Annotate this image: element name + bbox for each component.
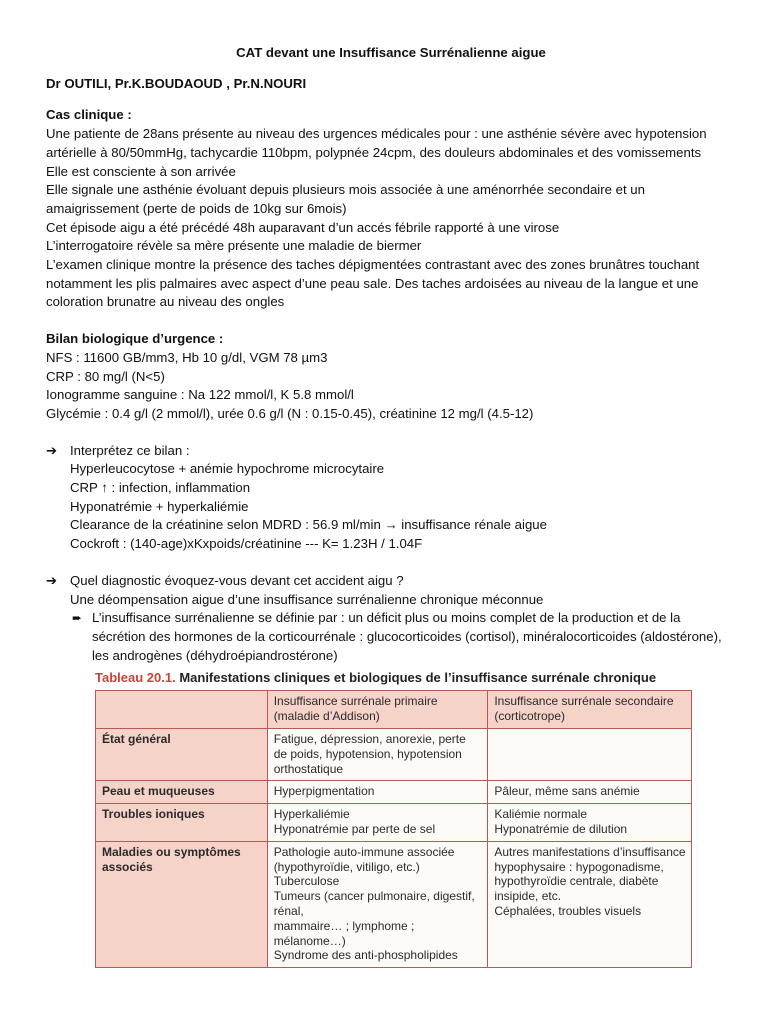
cell-secondary: Pâleur, même sans anémie bbox=[488, 781, 692, 804]
pointing-arrow-icon: ➨ bbox=[72, 611, 83, 626]
answer-text: Une déompensation aigue d’une insuffisance surrénalienne chronique méconnue bbox=[70, 591, 544, 607]
case-line: L’interrogatoire révèle sa mère présente une maladie de biermer bbox=[46, 238, 422, 254]
cell-secondary: Kaliémie normale Hyponatrémie de dilution bbox=[488, 804, 692, 842]
bullet-line: les androgènes (déhydroépiandrostérone) bbox=[92, 647, 338, 663]
case-line: Elle est consciente à son arrivée bbox=[46, 163, 236, 179]
row-label: Troubles ioniques bbox=[96, 804, 268, 842]
cell-secondary: Autres manifestations d’insuffisance hypophysaire : hypogonadisme, hypothyroïdie centrale, diabète insipide, etc. Céphalées, troubles visuels bbox=[488, 841, 692, 967]
arrow-right-icon: ➔ bbox=[46, 442, 58, 458]
case-line: L’examen clinique montre la présence des taches dépigmentées contrastant avec des zones brunâtres touchant bbox=[46, 257, 700, 273]
table-header-row bbox=[96, 691, 692, 729]
bilan-line: CRP : 80 mg/l (N<5) bbox=[46, 368, 165, 384]
answer-line: Cockroft : (140-age)xKxpoids/créatinine --- K= 1.23H / 1.04F bbox=[70, 536, 423, 552]
question-diagnostic bbox=[46, 572, 736, 609]
bilan-line: NFS : 11600 GB/mm3, Hb 10 g/dl, VGM 78 µm3 bbox=[46, 349, 328, 365]
cell-secondary bbox=[488, 728, 692, 780]
manifestations-table bbox=[95, 690, 692, 968]
row-label: Peau et muqueuses bbox=[96, 781, 268, 804]
question-text: Interprétez ce bilan : bbox=[70, 442, 190, 458]
cell-primary: Hyperkaliémie Hyponatrémie par perte de sel bbox=[267, 804, 488, 842]
case-line: artérielle à 80/50mmHg, tachycardie 110bpm, polypnée 24cpm, des douleurs abdominales et des vomissements bbox=[46, 144, 702, 160]
case-heading: Cas clinique : bbox=[46, 107, 132, 123]
answer-line: Hyperleucocytose + anémie hypochrome microcytaire bbox=[70, 461, 385, 477]
bullet-line: L’insuffisance surrénalienne se définie par : un déficit plus ou moins complet de la production et de la bbox=[92, 610, 681, 626]
table-number: Tableau 20.1. bbox=[95, 670, 176, 686]
answer-line: CRP ↑ : infection, inflammation bbox=[70, 480, 251, 496]
arrow-right-icon: ➔ bbox=[46, 572, 58, 588]
question-text: Quel diagnostic évoquez-vous devant cet accident aigu ? bbox=[70, 572, 404, 588]
bullet-line: sécrétion des hormones de la corticourrénale : glucocorticoides (cortisol), minéralocorticoides (aldostérone), bbox=[92, 628, 722, 644]
case-line: notamment les plis palmaires avec aspect d’une peau sale. Des taches ardoisées au niveau de la langue et une bbox=[46, 275, 699, 291]
case-section bbox=[46, 106, 736, 312]
table-row bbox=[96, 804, 692, 842]
answer-line: Clearance de la créatinine selon MDRD : 56.9 ml/min → insuffisance rénale aigue bbox=[70, 517, 547, 533]
table-caption bbox=[95, 669, 692, 686]
document-page bbox=[46, 44, 736, 968]
answer-line: Hyponatrémie + hyperkaliémie bbox=[70, 498, 249, 514]
bilan-section bbox=[46, 330, 736, 424]
cell-primary: Hyperpigmentation bbox=[267, 781, 488, 804]
cell-primary: Pathologie auto-immune associée (hypothyroïdie, vitiligo, etc.) Tuberculose Tumeurs (cancer pulmonaire, digestif, rénal, mammaire… ; lymphome ; mélanome…) Syndrome des anti-phospholipides bbox=[267, 841, 488, 967]
document-authors: Dr OUTILI, Pr.K.BOUDAOUD , Pr.N.NOURI bbox=[46, 75, 307, 91]
case-line: Une patiente de 28ans présente au niveau des urgences médicales pour : une asthénie sévère avec hypotension bbox=[46, 126, 707, 142]
question-interpretation bbox=[46, 442, 736, 554]
row-label: Maladies ou symptômes associés bbox=[96, 841, 268, 967]
table-figure bbox=[95, 669, 692, 968]
document-title: CAT devant une Insuffisance Surrénalienne aigue bbox=[236, 45, 546, 60]
table-row bbox=[96, 841, 692, 967]
header-secondary: Insuffisance surrénale secondaire (corticotrope) bbox=[488, 691, 692, 729]
definition-bullet bbox=[46, 609, 736, 665]
table-row bbox=[96, 728, 692, 780]
header-empty-cell bbox=[96, 691, 268, 729]
case-line: coloration brunatre au niveau des ongles bbox=[46, 294, 285, 310]
table-title: Manifestations cliniques et biologiques de l’insuffisance surrénale chronique bbox=[179, 670, 657, 686]
bilan-heading: Bilan biologique d’urgence : bbox=[46, 331, 224, 347]
cell-primary: Fatigue, dépression, anorexie, perte de poids, hypotension, hypotension orthostatique bbox=[267, 728, 488, 780]
bilan-line: Glycémie : 0.4 g/l (2 mmol/l), urée 0.6 g/l (N : 0.15-0.45), créatinine 12 mg/l (4.5-12) bbox=[46, 405, 534, 421]
case-line: Cet épisode aigu a été précédé 48h auparavant d’un accés fébrile rapporté à une virose bbox=[46, 219, 560, 235]
table-row bbox=[96, 781, 692, 804]
bilan-line: Ionogramme sanguine : Na 122 mmol/l, K 5.8 mmol/l bbox=[46, 387, 354, 403]
row-label: État général bbox=[96, 728, 268, 780]
header-primary: Insuffisance surrénale primaire (maladie d’Addison) bbox=[267, 691, 488, 729]
case-line: amaigrissement (perte de poids de 10kg sur 6mois) bbox=[46, 200, 347, 216]
case-line: Elle signale une asthénie évoluant depuis plusieurs mois associée à une aménorrhée secondaire et un bbox=[46, 182, 645, 198]
